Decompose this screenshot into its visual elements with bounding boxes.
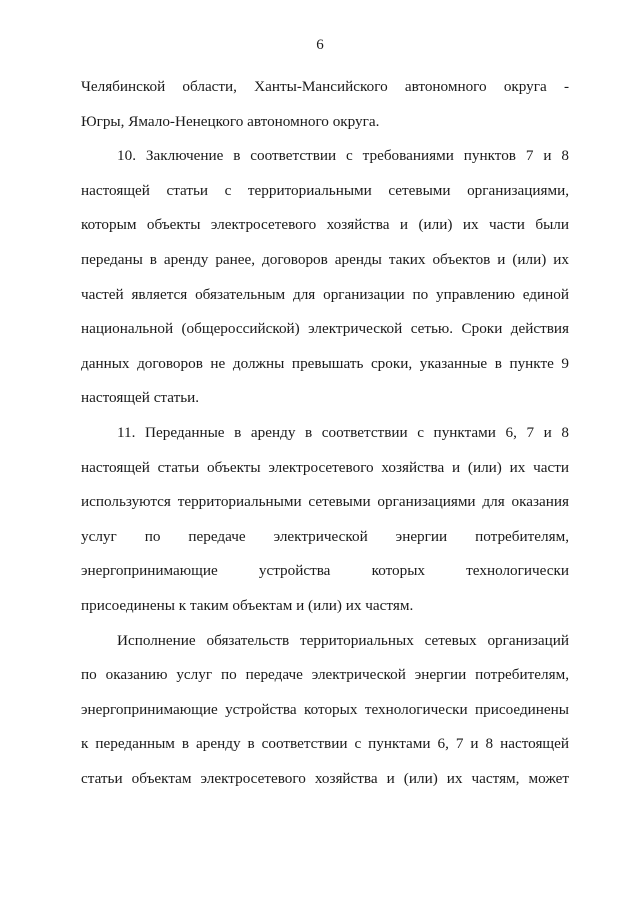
text-line: которым объекты электросетевого хозяйства и (или) их части были [81,216,569,234]
text-line: национальной (общероссийской) электрической сетью. Сроки действия [81,320,569,338]
text-line: энергопринимающие устройства которых технологически присоединены [81,700,569,718]
text-line: переданы в аренду ранее, договоров аренды таких объектов и (или) их [81,250,569,268]
text-line: настоящей статьи объекты электросетевого хозяйства и (или) их части [81,458,569,476]
text-line: 11. Переданные в аренду в соответствии с пунктами 6, 7 и 8 [117,423,569,441]
text-line: энергопринимающие устройства которых технологически [81,562,569,580]
text-line: Челябинской области, Ханты-Мансийского автономного округа - [81,78,569,95]
text-line: 10. Заключение в соответствии с требованиями пунктов 7 и 8 [117,147,569,165]
text-line: присоединены к таким объектам и (или) их частям. [81,596,414,614]
text-line: Исполнение обязательств территориальных сетевых организаций [117,631,569,649]
document-body [81,70,569,796]
text-line: используются территориальными сетевыми организациями для оказания [81,493,569,511]
text-line: по оказанию услуг по передаче электрической энергии потребителям, [81,666,569,684]
text-line: статьи объектам электросетевого хозяйства и (или) их частям, может [81,769,569,787]
page-number: 6 [316,37,324,53]
text-line: к переданным в аренду в соответствии с пунктами 6, 7 и 8 настоящей [81,735,569,753]
text-line: услуг по передаче электрической энергии потребителям, [81,527,569,545]
text-line: частей является обязательным для организации по управлению единой [81,285,569,303]
text-line: настоящей статьи с территориальными сетевыми организациями, [81,181,569,199]
text-line: настоящей статьи. [81,389,200,407]
text-line: Югры, Ямало-Ненецкого автономного округа. [81,112,380,130]
text-line: данных договоров не должны превышать сроки, указанные в пункте 9 [81,354,569,372]
